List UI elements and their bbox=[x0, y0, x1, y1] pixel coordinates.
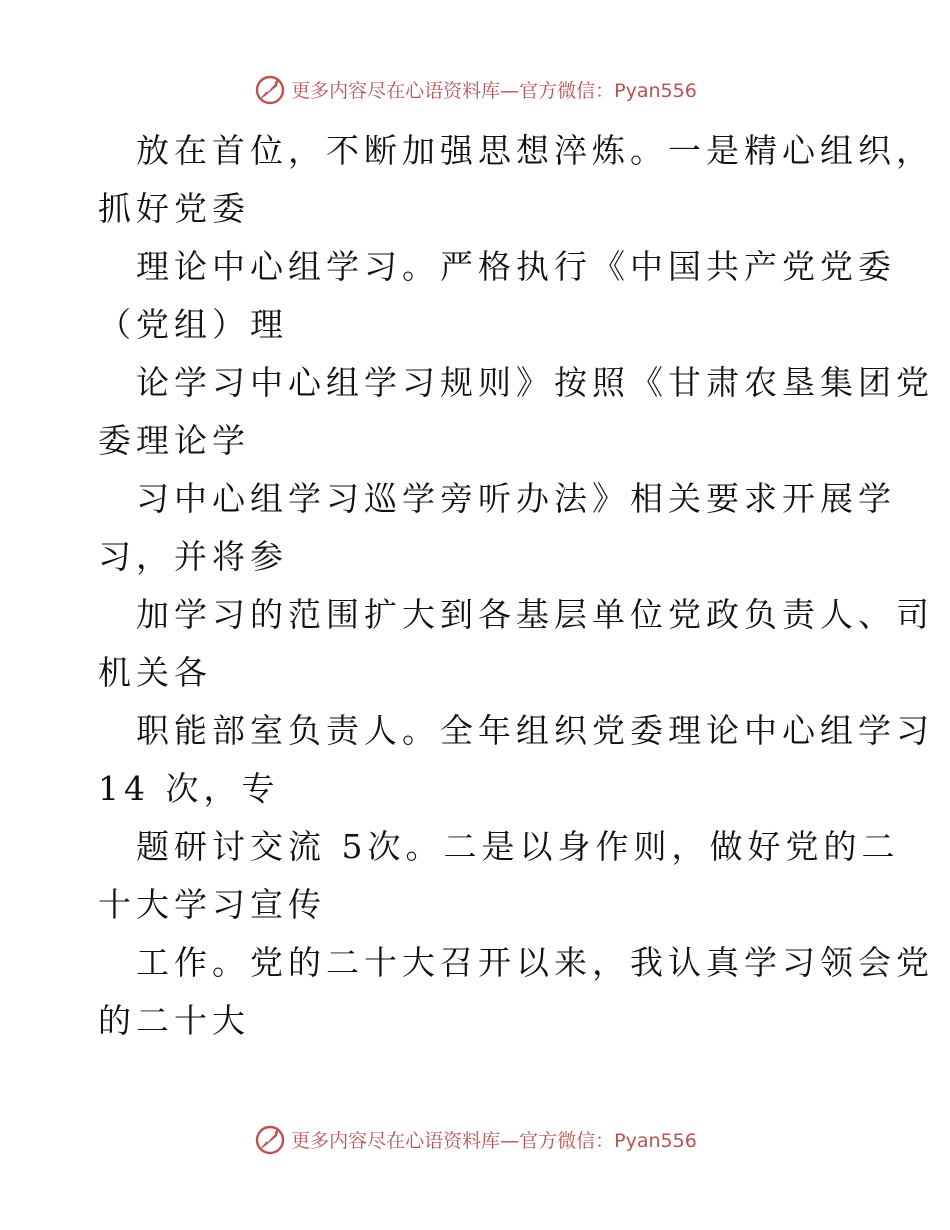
header-banner-text: 更多内容尽在心语资料库—官方微信：Pyan556 bbox=[291, 79, 697, 102]
quill-pen-circle-icon bbox=[253, 72, 287, 106]
text-line: 职能部室负责人。全年组织党委理论中心组学习 bbox=[136, 711, 934, 750]
header-banner bbox=[0, 72, 950, 106]
text-line: （党组）理 bbox=[98, 305, 288, 344]
footer-banner-text: 更多内容尽在心语资料库—官方微信：Pyan556 bbox=[291, 1129, 697, 1152]
text-line: 机关各 bbox=[98, 653, 212, 692]
text-line: 委理论学 bbox=[98, 421, 250, 460]
text-line: 十大学习宣传 bbox=[98, 885, 326, 924]
text-line: 理论中心组学习。严格执行《中国共产党党委 bbox=[136, 247, 896, 286]
text-line: 加学习的范围扩大到各基层单位党政负责人、司 bbox=[136, 595, 934, 634]
text-line: 题研讨交流 5次。二是以身作则，做好党的二 bbox=[136, 827, 900, 866]
text-line: 习，并将参 bbox=[98, 537, 288, 576]
document-body bbox=[98, 122, 934, 1050]
text-line: 论学习中心组学习规则》按照《甘肃农垦集团党 bbox=[136, 363, 934, 402]
text-line: 放在首位，不断加强思想淬炼。一是精心组织， bbox=[136, 131, 934, 170]
text-line: 的二十大 bbox=[98, 1001, 250, 1040]
text-line: 14 次，专 bbox=[98, 769, 280, 808]
text-line: 抓好党委 bbox=[98, 189, 250, 228]
footer-banner bbox=[0, 1122, 950, 1156]
text-line: 习中心组学习巡学旁听办法》相关要求开展学 bbox=[136, 479, 896, 518]
quill-pen-circle-icon bbox=[253, 1122, 287, 1156]
text-line: 工作。党的二十大召开以来，我认真学习领会党 bbox=[136, 943, 934, 982]
